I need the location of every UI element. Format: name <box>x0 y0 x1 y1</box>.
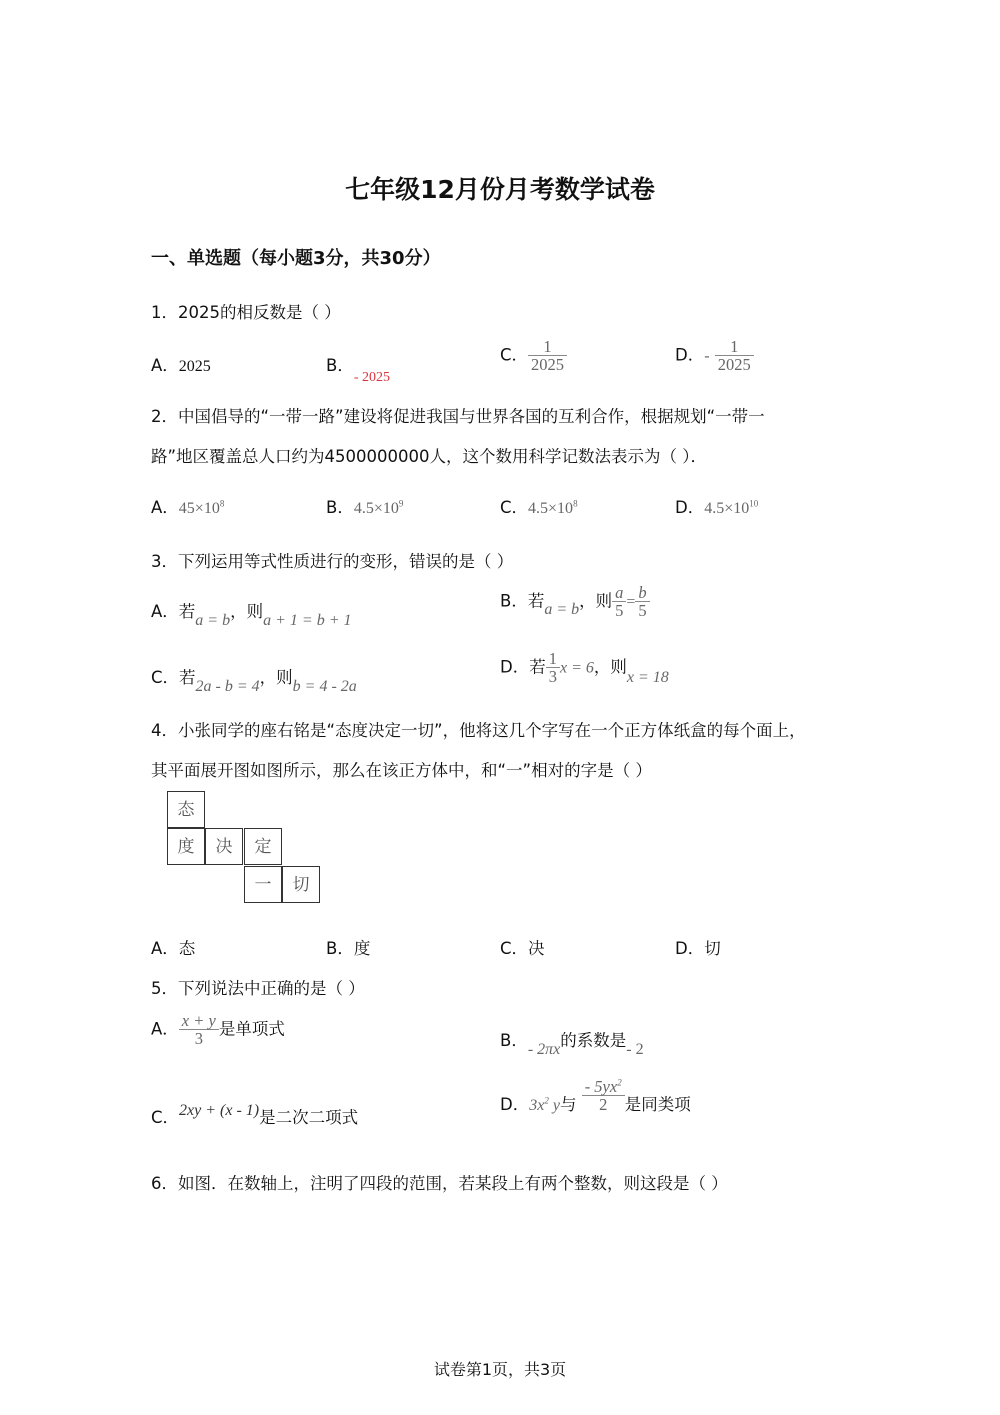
option-label: C． <box>151 1108 180 1127</box>
q2-option-c <box>500 494 578 518</box>
math-expr: - 2πx <box>527 1041 561 1058</box>
option-value: 度 <box>353 939 371 958</box>
fraction: $\frac{x + y}{3}$ <box>179 1012 219 1048</box>
math-expr: x = 6 <box>559 659 594 677</box>
text: 是单项式 <box>218 1019 285 1039</box>
option-label: D．若 <box>500 657 546 677</box>
fraction: $\frac{b}{5}$ <box>635 584 649 620</box>
fraction: $\frac{1}{2025}$ <box>528 338 567 374</box>
math-expr: a = b <box>195 612 231 629</box>
option-label: D． <box>500 1095 530 1115</box>
net-face: 态 <box>167 791 205 828</box>
q1-option-d <box>675 338 754 374</box>
fraction: $\frac{1}{3}$ <box>546 650 560 686</box>
text: ，则 <box>230 602 264 621</box>
question-5-stem: 5．下列说法中正确的是（ ） <box>151 979 365 998</box>
math-expr: $3x^2$ y <box>529 1095 560 1115</box>
option-label: C． <box>500 498 529 517</box>
option-value: $4.5\times 10^8$ <box>528 498 578 517</box>
question-2-stem-line2: 路”地区覆盖总人口约为4500000000人，这个数用科学记数法表示为（ ）． <box>151 447 708 466</box>
minus-sign: - <box>704 347 710 365</box>
option-label: D． <box>675 498 705 517</box>
q2-option-d <box>675 494 758 518</box>
option-label: B．若 <box>500 591 545 611</box>
net-face: 度 <box>167 828 205 865</box>
option-label: A． <box>151 939 179 958</box>
option-label: B． <box>326 939 354 958</box>
text: ，则 <box>593 657 627 677</box>
text: 是二次二项式 <box>259 1108 359 1127</box>
option-value: 2025 <box>178 358 211 375</box>
fraction: $\frac{- 5yx^2}{2}$ <box>582 1078 625 1114</box>
option-label: D． <box>675 939 705 958</box>
option-value: $4.5\times 10^{10}$ <box>704 498 759 517</box>
q4-option-c <box>500 935 545 959</box>
option-label: B． <box>326 498 354 517</box>
option-label: A． <box>151 356 179 375</box>
q5-option-c <box>151 1104 358 1128</box>
option-label: C．若 <box>151 668 196 687</box>
option-label: A． <box>151 498 179 517</box>
net-face: 切 <box>282 866 320 903</box>
option-value: $45\times 10^8$ <box>178 498 225 517</box>
q1-option-a <box>151 352 211 376</box>
option-value: 切 <box>704 939 721 958</box>
q1-option-c <box>500 338 567 374</box>
text: 的系数是 <box>560 1031 627 1050</box>
q3-option-c <box>151 664 357 695</box>
math-expr: a = b <box>544 601 580 619</box>
q3-option-d <box>500 650 669 686</box>
math-expr: 2a - b = 4 <box>195 678 260 695</box>
q3-option-a <box>151 598 352 629</box>
question-2-stem-line1: 2．中国倡导的“一带一路”建设将促进我国与世界各国的互利合作，根据规划“一带一 <box>151 407 765 426</box>
math-expr: a + 1 = b + 1 <box>263 612 352 629</box>
question-4-stem-line2: 其平面展开图如图所示，那么在该正方体中，和“一”相对的字是（ ） <box>151 761 652 780</box>
option-label: D． <box>675 345 705 365</box>
option-label: C． <box>500 345 529 365</box>
q5-option-b <box>500 1027 644 1058</box>
equals-sign: = <box>626 593 636 611</box>
math-expr: x = 18 <box>626 669 669 687</box>
fraction: $\frac{a}{5}$ <box>612 584 626 620</box>
page-footer: 试卷第1页，共3页 <box>433 1360 567 1379</box>
net-face: 定 <box>244 828 282 865</box>
question-6-stem: 6．如图．在数轴上，注明了四段的范围，若某段上有两个整数，则这段是（ ） <box>151 1174 728 1193</box>
option-label: A． <box>151 1019 179 1039</box>
page-title: 七年级12月份月考数学试卷 <box>345 175 655 204</box>
fraction: $\frac{1}{2025}$ <box>715 338 754 374</box>
q4-option-b <box>326 935 370 959</box>
q4-option-d <box>675 935 721 959</box>
q1-option-b <box>326 352 390 385</box>
option-value: - 2025 <box>353 370 390 385</box>
text: 与 <box>559 1095 577 1115</box>
q4-option-a <box>151 935 195 959</box>
math-expr: - 2 <box>626 1041 644 1058</box>
question-1-stem: 1．2025的相反数是（ ） <box>151 303 341 322</box>
option-label: B． <box>326 356 354 375</box>
section-heading: 一、单选题（每小题3分，共30分） <box>151 248 441 269</box>
question-3-stem: 3．下列运用等式性质进行的变形，错误的是（ ） <box>151 552 514 571</box>
q3-option-b <box>500 584 650 620</box>
option-value: 决 <box>528 939 545 958</box>
option-label: C． <box>500 939 529 958</box>
net-face: 一 <box>244 866 282 903</box>
math-expr: b = 4 - 2a <box>292 678 357 695</box>
q5-option-d <box>500 1078 691 1114</box>
q2-option-a <box>151 494 224 518</box>
math-expr: 2xy + (x - 1) <box>179 1102 260 1119</box>
question-4-stem-line1: 4．小张同学的座右铭是“态度决定一切”，他将这几个字写在一个正方体纸盒的每个面上， <box>151 721 806 740</box>
text: ，则 <box>259 668 293 687</box>
option-value: 态 <box>178 939 196 958</box>
q2-option-b <box>326 494 403 518</box>
option-value: $4.5\times 10^9$ <box>353 498 404 517</box>
q5-option-a <box>151 1012 285 1048</box>
text: 是同类项 <box>624 1095 691 1115</box>
option-label: B． <box>500 1031 528 1050</box>
net-face: 决 <box>205 828 243 865</box>
option-label: A．若 <box>151 602 196 621</box>
text: ，则 <box>579 591 613 611</box>
